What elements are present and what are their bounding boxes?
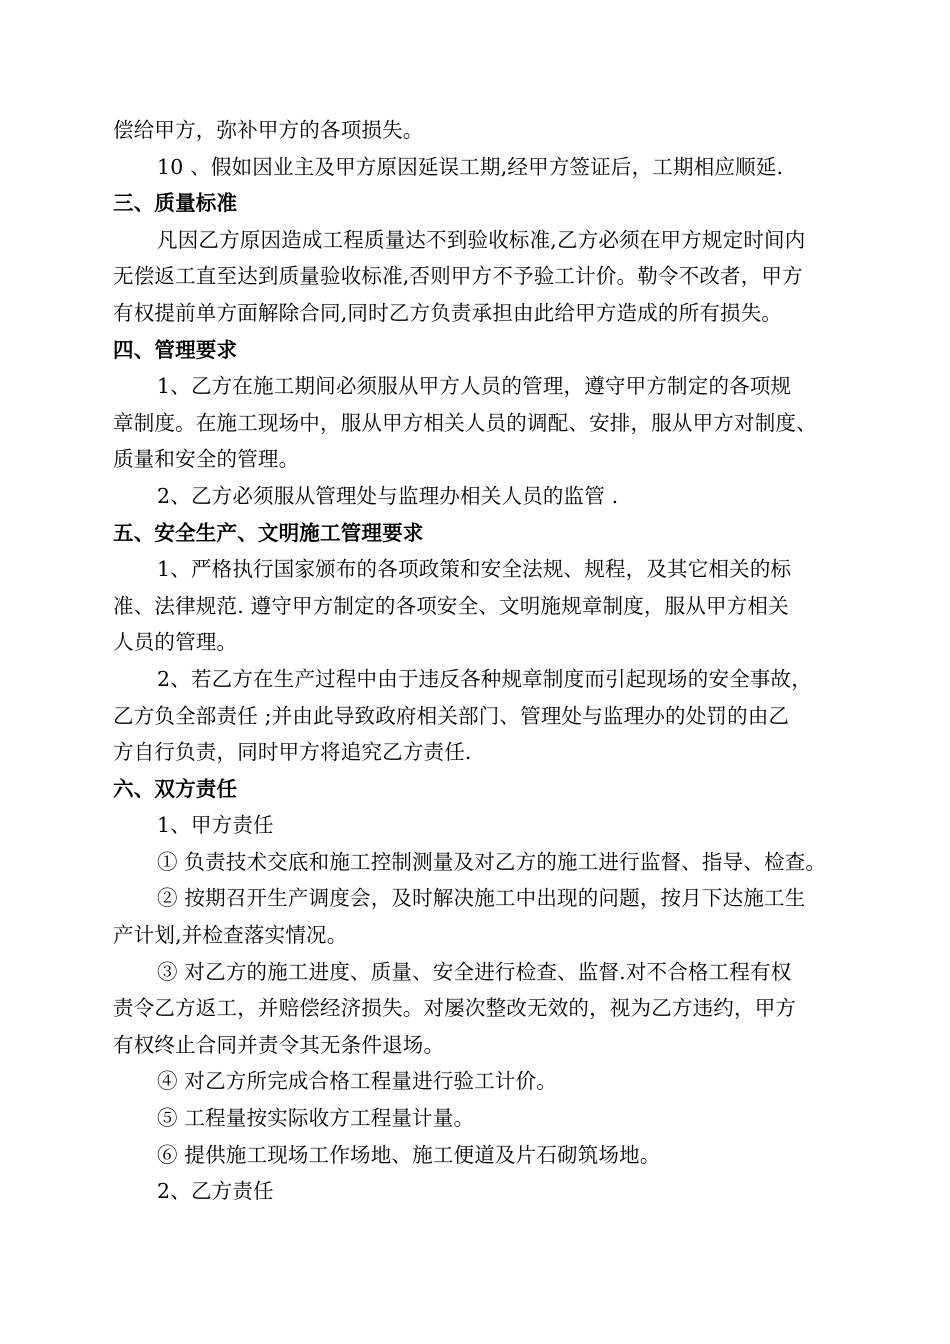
text-line: 质量和安全的管理。 <box>113 447 300 472</box>
text-line: 10 、假如因业主及甲方原因延误工期,经甲方签证后，工期相应顺延. <box>157 154 784 179</box>
text-line: 方自行负责，同时甲方将追究乙方责任. <box>113 740 472 765</box>
subsection-heading: 2、乙方责任 <box>157 1179 274 1204</box>
text-line: 有权提前单方面解除合同,同时乙方负责承担由此给甲方造成的所有损失。 <box>113 300 783 325</box>
list-item: ③ 对乙方的施工进度、质量、安全进行检查、监督.对不合格工程有权 <box>157 959 792 984</box>
text-line: 乙方负全部责任 ;并由此导致政府相关部门、管理处与监理办的处罚的由乙 <box>113 703 790 728</box>
section-heading: 五、安全生产、文明施工管理要求 <box>113 520 424 545</box>
text-line: 准、法律规范. 遵守甲方制定的各项安全、文明施规章制度，服从甲方相关 <box>113 593 789 618</box>
subsection-heading: 1、甲方责任 <box>157 813 274 838</box>
text-line: 无偿返工直至达到质量验收标准,否则甲方不予验工计价。勒令不改者，甲方 <box>113 264 803 289</box>
text-line: 1、严格执行国家颁布的各项政策和安全法规、规程，及其它相关的标 <box>157 557 792 582</box>
text-line: 产计划,并检查落实情况。 <box>113 923 348 948</box>
section-heading: 三、质量标准 <box>113 191 238 216</box>
list-item: ① 负责技术交底和施工控制测量及对乙方的施工进行监督、指导、检查。 <box>157 849 827 874</box>
text-line: 2、若乙方在生产过程中由于违反各种规章制度而引起现场的安全事故， <box>157 666 812 691</box>
text-line: 1、乙方在施工期间必须服从甲方人员的管理，遵守甲方制定的各项规 <box>157 374 792 399</box>
section-heading: 四、管理要求 <box>113 337 238 362</box>
document-page <box>113 112 861 1210</box>
text-line: 人员的管理。 <box>113 630 238 655</box>
list-item: ④ 对乙方所完成合格工程量进行验工计价。 <box>157 1069 558 1094</box>
text-line: 凡因乙方原因造成工程质量达不到验收标准,乙方必须在甲方规定时间内 <box>157 227 806 252</box>
list-item: ⑥ 提供施工现场工作场地、施工便道及片石砌筑场地。 <box>157 1142 661 1167</box>
text-line: 责令乙方返工，并赔偿经济损失。对屡次整改无效的，视为乙方违约，甲方 <box>113 996 797 1021</box>
text-line: 2、乙方必须服从管理处与监理办相关人员的监管 . <box>157 483 619 508</box>
section-heading: 六、双方责任 <box>113 776 238 801</box>
text-line: 偿给甲方，弥补甲方的各项损失。 <box>113 118 424 142</box>
list-item: ⑤ 工程量按实际收方工程量计量。 <box>157 1106 475 1131</box>
text-line: 有权终止合同并责令其无条件退场。 <box>113 1032 445 1057</box>
list-item: ② 按期召开生产调度会，及时解决施工中出现的问题，按月下达施工生 <box>157 886 806 911</box>
text-line: 章制度。在施工现场中，服从甲方相关人员的调配、安排，服从甲方对制度、 <box>113 410 817 435</box>
